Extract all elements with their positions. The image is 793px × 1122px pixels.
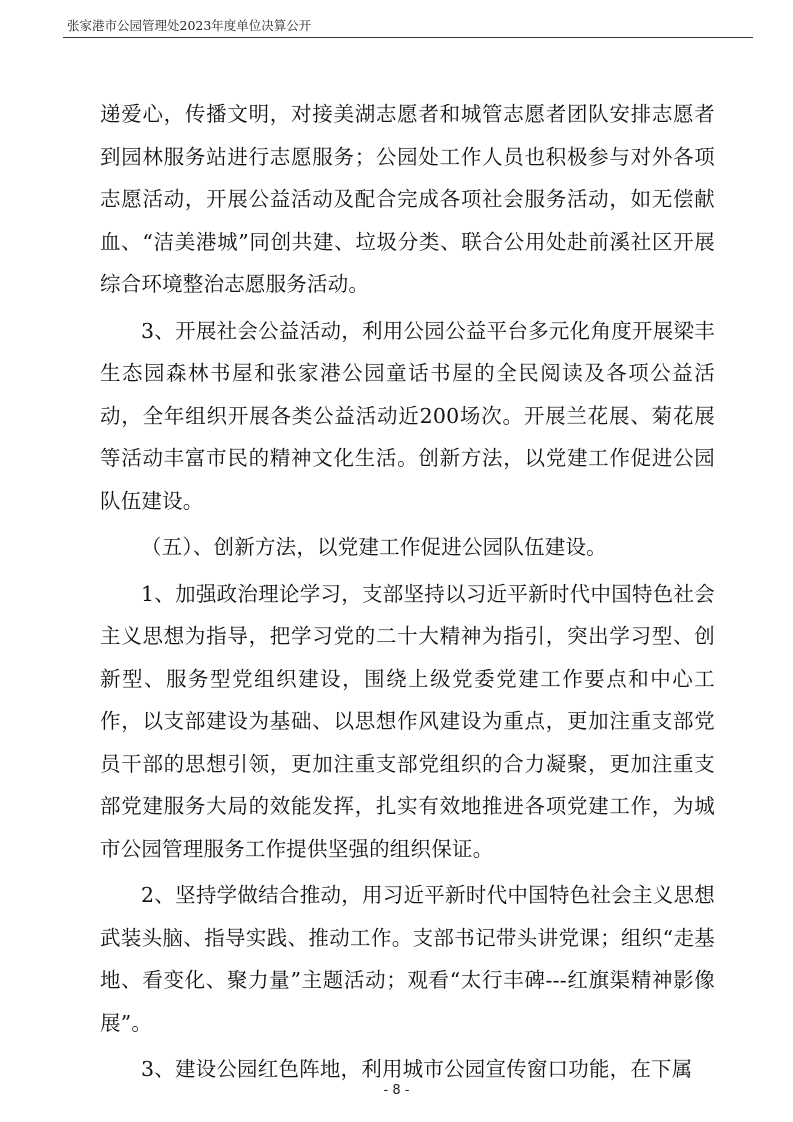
paragraph-continuation: 递爱心，传播文明，对接美湖志愿者和城管志愿者团队安排志愿者到园林服务站进行志愿服务；公园处工作人员也积极参与对外各项志愿活动，开展公益活动及配合完成各项社会服务活动，如无偿献血、“洁美港城”同创共建、垃圾分类、联合公用处赴前溪社区开展综合环境整治志愿服务活动。: [100, 102, 715, 296]
paragraph-item-3-public-welfare: 3、开展社会公益活动，利用公园公益平台多元化角度开展梁丰生态园森林书屋和张家港公园童话书屋的全民阅读及各项公益活动，全年组织开展各类公益活动近200场次。开展兰花展、菊花展等活动丰富市民的精神文化生活。创新方法，以党建工作促进公园队伍建设。: [100, 318, 715, 513]
page-number: - 8 -: [383, 1083, 410, 1098]
section-heading-5: （五）、创新方法，以党建工作促进公园队伍建设。: [141, 535, 607, 559]
paragraph-item-2-learning-practice: 2、坚持学做结合推动，用习近平新时代中国特色社会主义思想武装头脑、指导实践、推动工作。支部书记带头讲党课；组织“走基地、看变化、聚力量”主题活动；观看“太行丰碑---红旗渠精神影像展”。: [100, 883, 715, 1035]
document-body: [100, 93, 715, 1095]
page-header-title: 张家港市公园管理处2023年度单位决算公开: [67, 18, 312, 33]
paragraph-item-3-red-base: 3、建设公园红色阵地，利用城市公园宣传窗口功能，在下属: [141, 1057, 693, 1081]
paragraph-item-1-political-study: 1、加强政治理论学习，支部坚持以习近平新时代中国特色社会主义思想为指导，把学习党的二十大精神为指引，突出学习型、创新型、服务型党组织建设，围绕上级党委党建工作要点和中心工作，以支部建设为基础、以思想作风建设为重点，更加注重支部党员干部的思想引领，更加注重支部党组织的合力凝聚，更加注重支部党建服务大局的效能发挥，扎实有效地推进各项党建工作，为城市公园管理服务工作提供坚强的组织保证。: [100, 581, 715, 861]
header-divider: [63, 37, 753, 38]
